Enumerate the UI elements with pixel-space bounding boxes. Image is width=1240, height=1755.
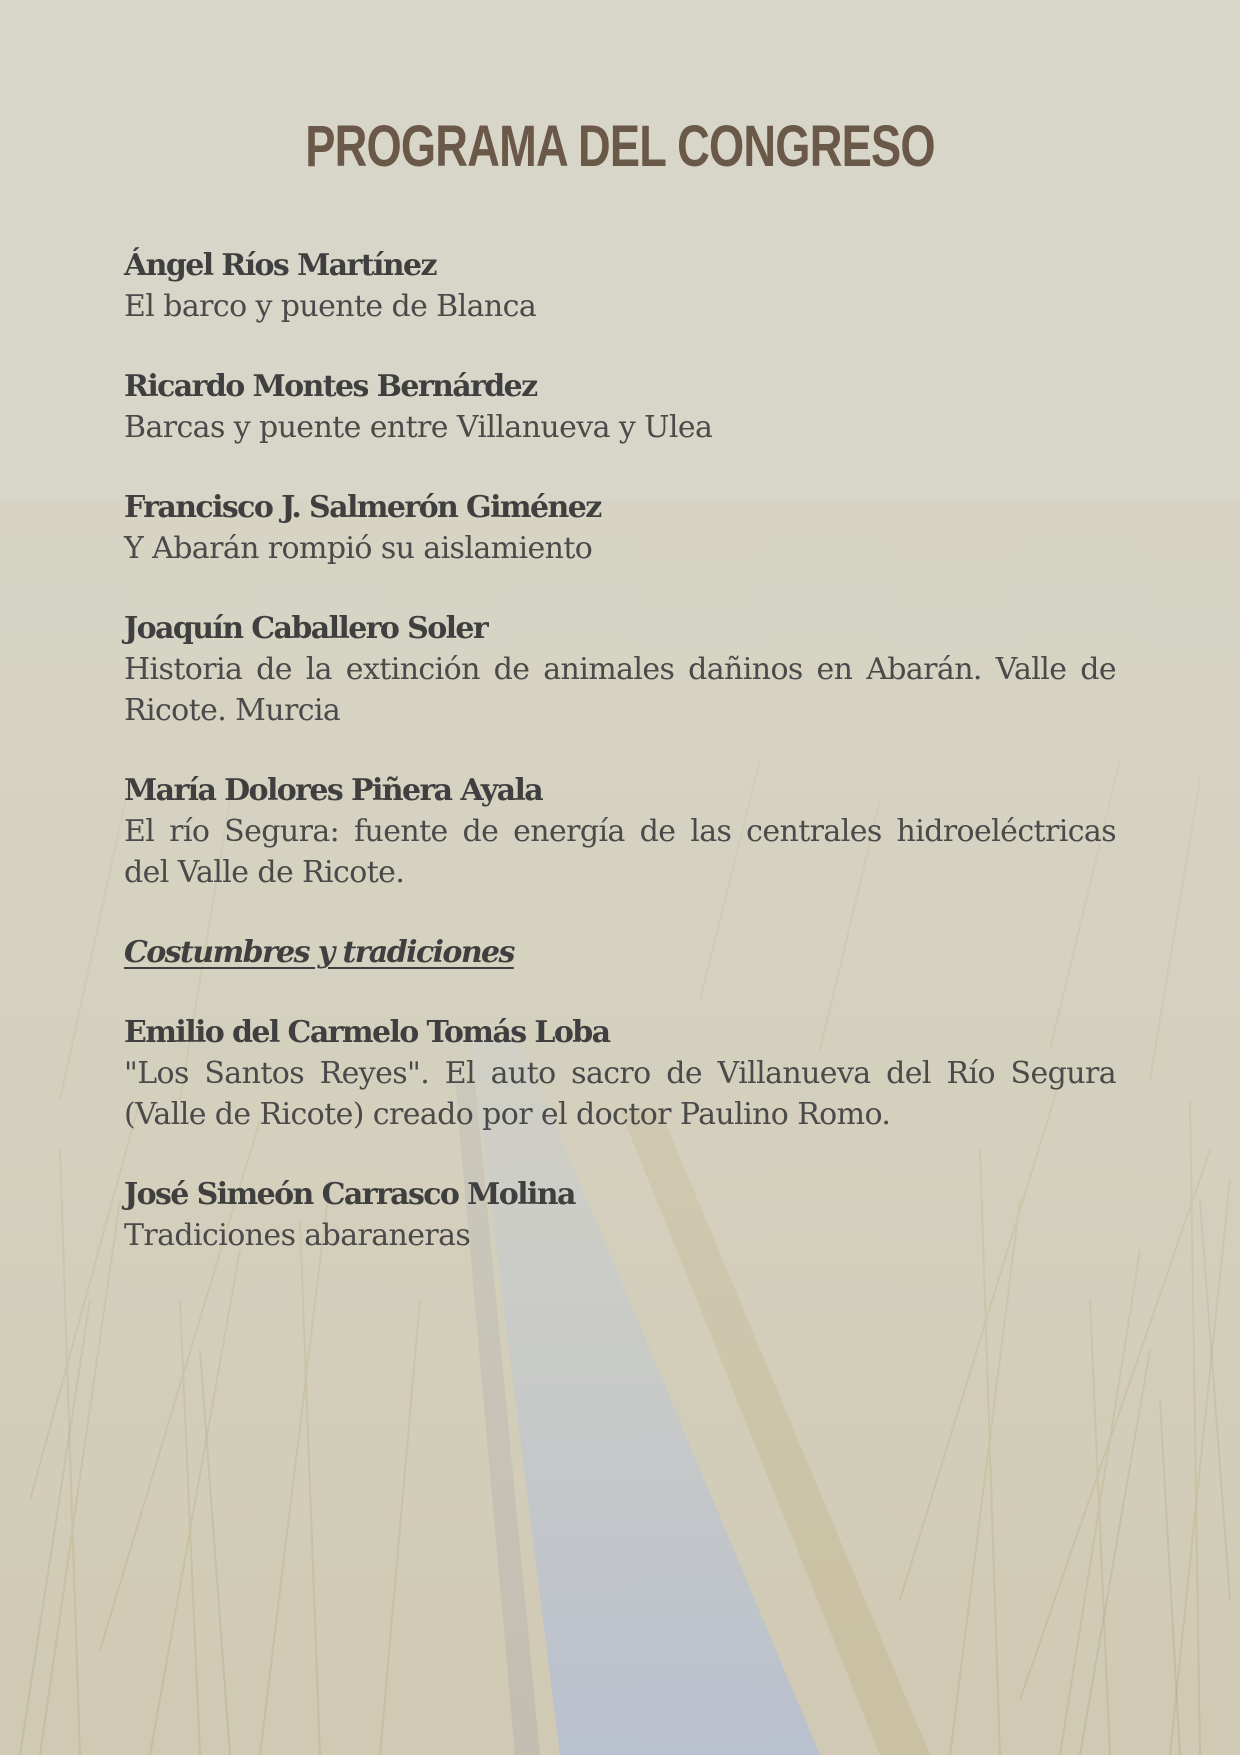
author-name: Joaquín Caballero Soler — [124, 611, 488, 646]
author-name: María Dolores Piñera Ayala — [124, 773, 543, 808]
talk-title: El barco y puente de Blanca — [124, 289, 537, 324]
program-entry — [124, 246, 1116, 327]
section-heading: Costumbres y tradiciones — [124, 935, 514, 970]
author-name: Ángel Ríos Martínez — [124, 248, 436, 283]
program-entry — [124, 367, 1116, 448]
program-list — [124, 246, 1116, 1296]
author-name: Ricardo Montes Bernárdez — [124, 369, 537, 404]
author-name: José Simeón Carrasco Molina — [124, 1177, 575, 1212]
program-entry — [124, 609, 1116, 731]
program-entry — [124, 488, 1116, 569]
program-entry — [124, 771, 1116, 893]
talk-title: Historia de la extinción de animales dañinos en Abarán. Valle de Ricote. Murcia — [124, 652, 1116, 728]
program-entry — [124, 1013, 1116, 1135]
talk-title: "Los Santos Reyes". El auto sacro de Villanueva del Río Segura (Valle de Ricote) creado por el doctor Paulino Romo. — [124, 1056, 1116, 1132]
program-entry — [124, 1175, 1116, 1256]
talk-title: Barcas y puente entre Villanueva y Ulea — [124, 410, 713, 445]
author-name: Emilio del Carmelo Tomás Loba — [124, 1015, 610, 1050]
talk-title: Y Abarán rompió su aislamiento — [124, 531, 593, 566]
talk-title: El río Segura: fuente de energía de las centrales hidroeléctricas del Valle de Ricote. — [124, 814, 1116, 890]
page-title: PROGRAMA DEL CONGRESO — [305, 114, 935, 179]
talk-title: Tradiciones abaraneras — [124, 1218, 471, 1253]
author-name: Francisco J. Salmerón Giménez — [124, 490, 601, 525]
